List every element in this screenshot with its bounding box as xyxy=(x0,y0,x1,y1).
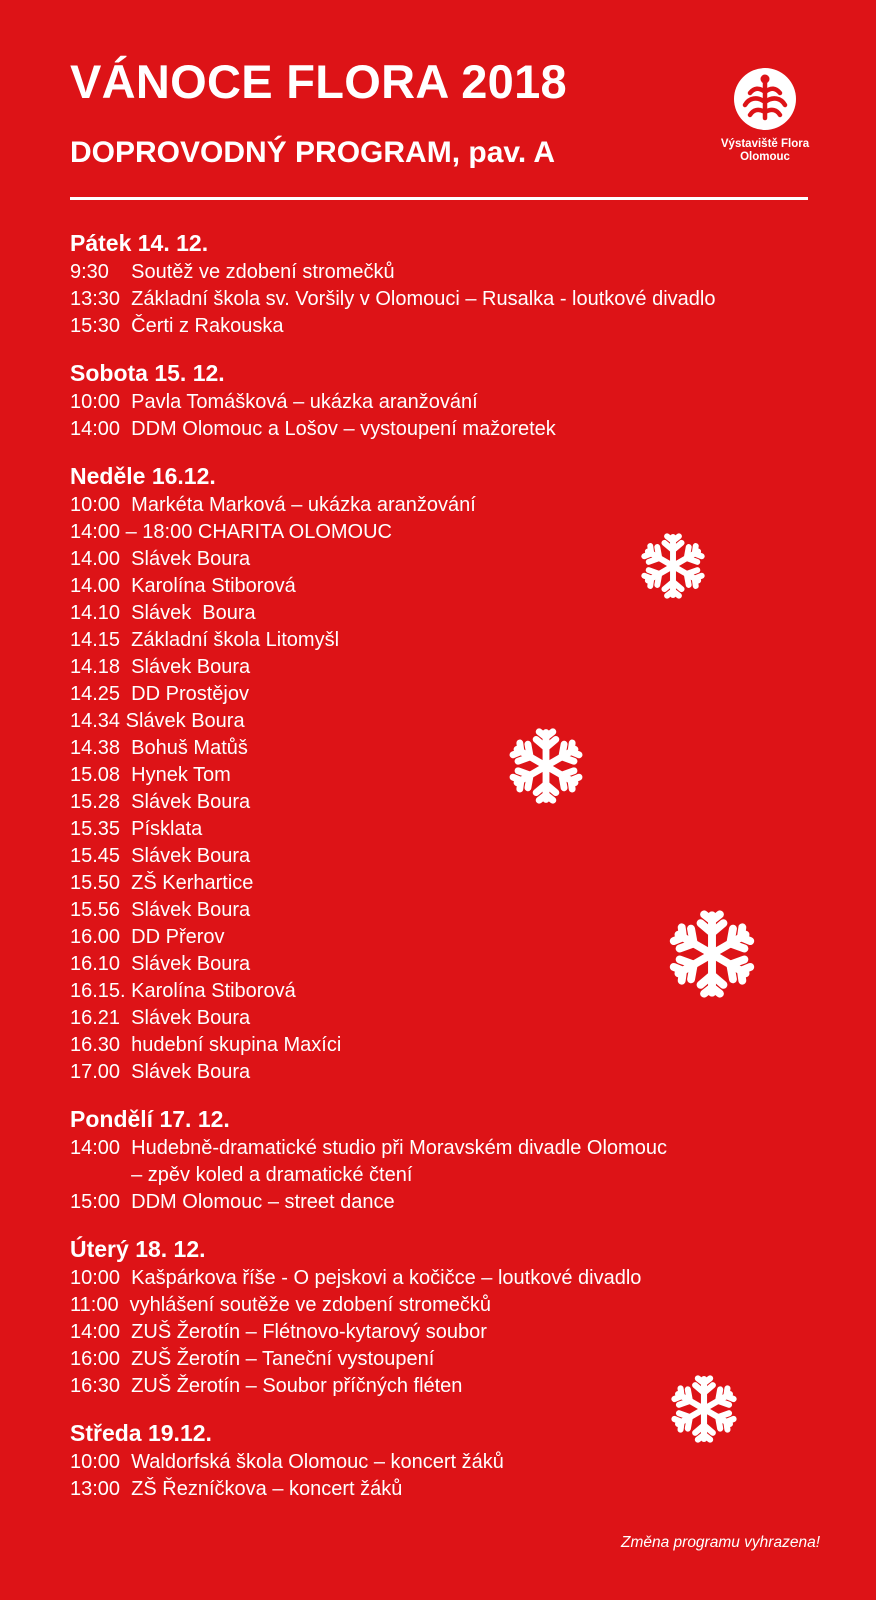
flora-logo xyxy=(706,66,824,164)
program-item: 14.25 DD Prostějov xyxy=(70,683,249,705)
day-title: Středa 19.12. xyxy=(70,1420,212,1446)
program-item: 15.45 Slávek Boura xyxy=(70,845,251,867)
program-item: 15:00 DDM Olomouc – street dance xyxy=(70,1191,395,1213)
program-item: 13:30 Základní škola sv. Voršily v Olomouci – Rusalka - loutkové divadlo xyxy=(70,288,716,310)
program-item: 14.10 Slávek Boura xyxy=(70,602,256,624)
snowflake-icon xyxy=(670,1375,738,1443)
program-item: 10:00 Waldorfská škola Olomouc – koncert žáků xyxy=(70,1451,504,1473)
program-item: 14.34 Slávek Boura xyxy=(70,710,245,732)
program-item: 16.30 hudební skupina Maxíci xyxy=(70,1034,342,1056)
program-item: 15.56 Slávek Boura xyxy=(70,899,251,921)
program-item: 13:00 ZŠ Řezníčkova – koncert žáků xyxy=(70,1478,403,1500)
day-title: Úterý 18. 12. xyxy=(70,1236,206,1262)
program-item: 10:00 Pavla Tomášková – ukázka aranžování xyxy=(70,391,478,413)
program-item: 14.00 Slávek Boura xyxy=(70,548,251,570)
program-item: 14.00 Karolína Stiborová xyxy=(70,575,296,597)
program-item: 15.08 Hynek Tom xyxy=(70,764,231,786)
program-item: 14.15 Základní škola Litomyšl xyxy=(70,629,340,651)
program-list xyxy=(70,230,830,1523)
day-title: Neděle 16.12. xyxy=(70,463,216,489)
program-item: 16.21 Slávek Boura xyxy=(70,1007,251,1029)
header-divider xyxy=(70,197,808,200)
logo-city: Olomouc xyxy=(740,151,790,164)
snowflake-icon xyxy=(508,728,584,804)
program-item: 17.00 Slávek Boura xyxy=(70,1061,251,1083)
snowflake-icon xyxy=(668,910,756,998)
change-note: Změna programu vyhrazena! xyxy=(620,1534,820,1551)
day-section xyxy=(70,1106,830,1216)
day-section xyxy=(70,230,830,340)
snowflake-icon xyxy=(640,533,706,599)
flora-flower-logo-icon xyxy=(732,66,798,132)
program-item: 15:30 Čerti z Rakouska xyxy=(70,315,284,337)
day-title: Pátek 14. 12. xyxy=(70,230,209,256)
page-subtitle: DOPROVODNÝ PROGRAM, pav. A xyxy=(70,136,556,169)
program-item: 11:00 vyhlášení soutěže ve zdobení stromečků xyxy=(70,1294,491,1316)
program-item: 9:30 Soutěž ve zdobení stromečků xyxy=(70,261,395,283)
logo-name: Výstaviště Flora xyxy=(720,138,810,150)
page-title: VÁNOCE FLORA 2018 xyxy=(70,55,567,108)
program-item: – zpěv koled a dramatické čtení xyxy=(70,1164,413,1186)
program-item: 10:00 Markéta Marková – ukázka aranžování xyxy=(70,494,476,516)
program-item: 10:00 Kašpárkova říše - O pejskovi a kočičce – loutkové divadlo xyxy=(70,1267,642,1289)
program-item: 14:00 – 18:00 CHARITA OLOMOUC xyxy=(70,521,392,543)
program-item: 16:00 ZUŠ Žerotín – Taneční vystoupení xyxy=(70,1348,435,1370)
program-item: 14.18 Slávek Boura xyxy=(70,656,251,678)
program-item: 16.15. Karolína Stiborová xyxy=(70,980,296,1002)
program-item: 15.35 Písklata xyxy=(70,818,203,840)
program-item: 15.28 Slávek Boura xyxy=(70,791,251,813)
program-item: 14:00 DDM Olomouc a Lošov – vystoupení mažoretek xyxy=(70,418,556,440)
program-item: 14.38 Bohuš Matůš xyxy=(70,737,248,759)
day-title: Sobota 15. 12. xyxy=(70,360,225,386)
program-item: 14:00 ZUŠ Žerotín – Flétnovo-kytarový soubor xyxy=(70,1321,487,1343)
program-item: 14:00 Hudebně-dramatické studio při Moravském divadle Olomouc xyxy=(70,1137,667,1159)
program-item: 16:30 ZUŠ Žerotín – Soubor příčných fléten xyxy=(70,1375,463,1397)
day-section xyxy=(70,360,830,443)
program-item: 16.10 Slávek Boura xyxy=(70,953,251,975)
program-item: 15.50 ZŠ Kerhartice xyxy=(70,872,254,894)
program-item: 16.00 DD Přerov xyxy=(70,926,225,948)
day-title: Pondělí 17. 12. xyxy=(70,1106,230,1132)
